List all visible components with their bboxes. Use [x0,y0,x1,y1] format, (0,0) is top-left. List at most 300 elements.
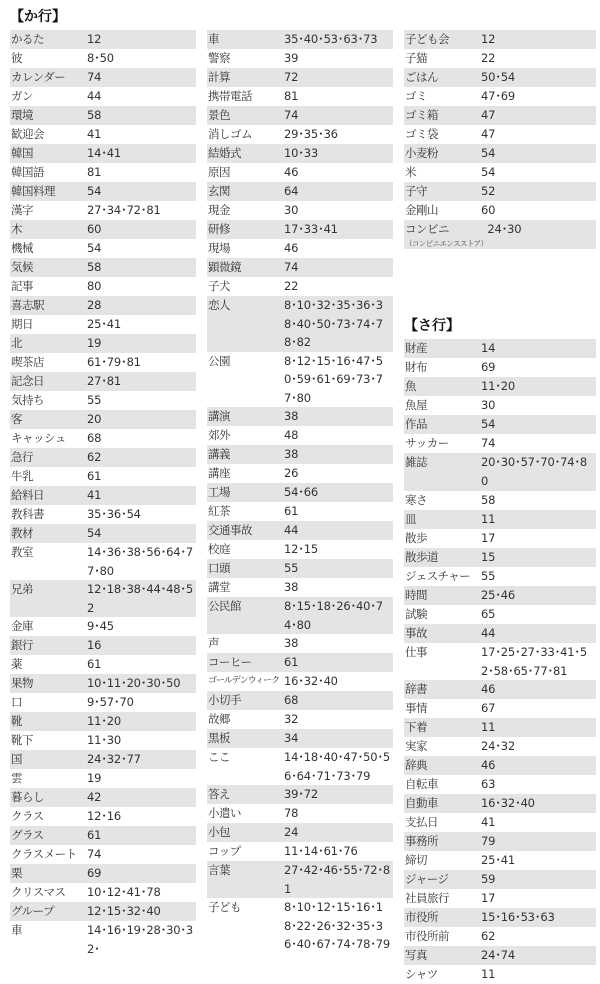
entry-page-numbers: 64 [284,184,299,198]
index-entry [207,464,393,483]
entry-word: 歓迎会 [11,127,44,141]
entry-page-numbers: 8･12･15･16･47･50･59･61･69･73･77･80 [284,353,383,405]
entry-page-numbers: 42 [87,790,102,804]
index-entry [10,902,196,921]
entry-page-numbers: 44 [87,89,102,103]
entry-word: 魚 [405,379,416,393]
index-entry [207,239,393,258]
index-entry [404,832,596,851]
index-entry [10,106,196,125]
index-entry [10,883,196,902]
entry-word: 警察 [208,51,230,65]
entry-page-numbers: 11･20 [481,379,516,393]
entry-page-numbers: 61 [87,828,102,842]
entry-page-numbers: 54 [87,526,102,540]
index-entry [207,445,393,464]
index-entry [404,927,596,946]
entry-page-numbers: 54 [481,165,496,179]
index-entry [10,30,196,49]
section-heading-sa: 【さ行】 [404,318,460,334]
index-column-3 [404,0,596,984]
index-entry [207,352,393,408]
entry-word: グループ [11,904,55,918]
entry-page-numbers: 28 [87,298,102,312]
index-entry [10,467,196,486]
entry-word: 研修 [208,222,230,236]
entry-page-numbers: 8･10･12･15･16･18･22･26･32･35･36･40･67･74･78･79 [284,900,391,951]
entry-page-numbers: 74 [284,108,299,122]
entry-page-numbers: 32 [284,712,299,726]
entry-page-numbers: 54 [87,184,102,198]
index-entry [10,807,196,826]
entry-page-numbers: 27･81 [87,374,122,388]
index-entry [207,597,393,634]
index-entry [404,680,596,699]
entry-word: 子守 [405,184,427,198]
entry-page-numbers: 81 [87,165,102,179]
entry-word: ガン [11,89,33,103]
entry-word: ゴミ袋 [405,127,438,141]
index-entry [10,125,196,144]
entry-word: 工場 [208,485,230,499]
entry-word: 市役所前 [405,929,449,943]
index-entry [207,426,393,445]
entry-page-numbers: 61 [284,655,299,669]
entry-page-numbers: 8･50 [87,51,114,65]
index-entry [207,125,393,144]
index-entry [404,396,596,415]
entry-word: 金剛山 [405,203,438,217]
index-entry [10,239,196,258]
entry-page-numbers: 8･10･32･35･36･38･40･50･73･74･78･82 [284,298,383,349]
entry-page-numbers: 11･30 [87,733,122,747]
entry-word: 小遣い [208,806,241,820]
index-entry [404,889,596,908]
index-entry [207,861,393,898]
entry-word: 試験 [405,607,427,621]
entry-page-numbers: 19 [87,771,102,785]
entry-page-numbers: 10･33 [284,146,319,160]
section-heading-ka: 【か行】 [10,9,66,25]
index-entry [404,548,596,567]
entry-page-numbers: 54 [87,241,102,255]
entry-word: 客 [11,412,22,426]
entry-page-numbers: 22 [284,279,299,293]
index-entry [404,699,596,718]
entry-word: 作品 [405,417,427,431]
entry-page-numbers: 48 [284,428,299,442]
entry-page-numbers: 20･30･57･70･74･80 [481,455,588,488]
entry-word: 恋人 [208,298,230,312]
index-entry [207,729,393,748]
entry-page-numbers: 55 [87,393,102,407]
entry-page-numbers: 14･36･38･56･64･77･80 [87,545,194,578]
entry-page-numbers: 24･30 [487,222,522,236]
entry-word: クリスマス [11,885,66,899]
index-entry [10,277,196,296]
entry-word: 靴下 [11,733,33,747]
entry-word: 散歩 [405,531,427,545]
entry-word: 教材 [11,526,33,540]
index-entry [10,429,196,448]
entry-word: 急行 [11,450,33,464]
index-entry [207,220,393,239]
entry-page-numbers: 8･15･18･26･40･74･80 [284,599,383,632]
entry-word: 国 [11,752,22,766]
index-entry [10,201,196,220]
entry-page-numbers: 10･12･41･78 [87,885,161,899]
entry-word: クラスメート [11,847,77,861]
entry-page-numbers: 62 [87,450,102,464]
entry-word: 機械 [11,241,33,255]
entry-word: 社員旅行 [405,891,449,905]
entry-page-numbers: 24 [284,825,299,839]
entry-word: 締切 [405,853,427,867]
entry-list [404,30,596,249]
entry-word: 現金 [208,203,230,217]
entry-word: 子犬 [208,279,230,293]
entry-word: 皿 [405,512,416,526]
entry-word: 記念日 [11,374,44,388]
entry-word: ごはん [405,70,438,84]
entry-page-numbers: 74 [284,260,299,274]
entry-word: 辞書 [405,682,427,696]
entry-page-numbers: 12･15 [284,542,319,556]
index-entry [207,163,393,182]
index-entry [404,624,596,643]
entry-page-numbers: 54･66 [284,485,319,499]
entry-word: ジェスチャー [405,569,471,583]
entry-page-numbers: 11 [481,720,496,734]
entry-page-numbers: 12･16 [87,809,122,823]
entry-list [404,339,596,984]
entry-page-numbers: 44 [284,523,299,537]
entry-word: 記事 [11,279,33,293]
entry-page-numbers: 11 [481,512,496,526]
index-entry [10,391,196,410]
entry-page-numbers: 41 [87,127,102,141]
index-entry [10,769,196,788]
entry-page-numbers: 19 [87,336,102,350]
entry-page-numbers: 9･45 [87,619,114,633]
entry-word: クラス [11,809,44,823]
entry-page-numbers: 68 [87,431,102,445]
index-entry [207,672,393,691]
entry-word: 仕事 [405,645,427,659]
entry-page-numbers: 61･79･81 [87,355,141,369]
entry-page-numbers: 39 [284,51,299,65]
entry-page-numbers: 27･34･72･81 [87,203,161,217]
index-entry [207,691,393,710]
entry-word: 計算 [208,70,230,84]
index-entry [404,358,596,377]
entry-page-numbers: 67 [481,701,496,715]
entry-page-numbers: 16 [87,638,102,652]
entry-page-numbers: 41 [481,815,496,829]
entry-page-numbers: 55 [481,569,496,583]
index-entry [10,258,196,277]
index-entry [10,826,196,845]
entry-word-group [405,220,487,249]
entry-page-numbers: 9･57･70 [87,695,134,709]
entry-word: 郊外 [208,428,230,442]
entry-page-numbers: 11 [481,967,496,981]
index-entry [207,559,393,578]
index-column-2 [207,0,393,954]
entry-word: 教室 [11,545,33,559]
entry-page-numbers: 34 [284,731,299,745]
entry-page-numbers: 14･16･19･28･30･32･ [87,923,194,956]
entry-word: 自動車 [405,796,438,810]
entry-page-numbers: 46 [481,682,496,696]
entry-page-numbers: 80 [87,279,102,293]
entry-word: 気持ち [11,393,44,407]
entry-page-numbers: 11･20 [87,714,122,728]
index-entry [404,377,596,396]
entry-word: 玄関 [208,184,230,198]
entry-word: 魚屋 [405,398,427,412]
entry-page-numbers: 25･41 [481,853,516,867]
index-entry [404,144,596,163]
index-entry [10,486,196,505]
entry-page-numbers: 14･41 [87,146,122,160]
entry-page-numbers: 25･41 [87,317,122,331]
entry-page-numbers: 41 [87,488,102,502]
index-entry [207,785,393,804]
entry-page-numbers: 12･18･38･44･48･52 [87,582,194,615]
entry-word: かるた [11,32,44,46]
index-entry [10,580,196,617]
index-entry [404,529,596,548]
entry-word: 果物 [11,676,33,690]
index-entry [207,653,393,672]
entry-word: グラス [11,828,44,842]
entry-page-numbers: 79 [481,834,496,848]
index-entry [10,220,196,239]
entry-page-numbers: 38 [284,636,299,650]
index-entry [207,87,393,106]
entry-word: 支払日 [405,815,438,829]
entry-page-numbers: 22 [481,51,496,65]
entry-page-numbers: 61 [284,504,299,518]
entry-word: 携帯電話 [208,89,252,103]
entry-word: コーヒー [208,655,252,669]
entry-word: 黒板 [208,731,230,745]
entry-word: 木 [11,222,22,236]
entry-word: 景色 [208,108,230,122]
entry-word: カレンダー [11,70,66,84]
entry-word: 喫茶店 [11,355,44,369]
entry-word: 子ども会 [405,32,449,46]
index-column-1 [10,0,196,959]
entry-word: コップ [208,844,241,858]
entry-word: 公民館 [208,599,241,613]
index-entry [404,415,596,434]
entry-page-numbers: 59 [481,872,496,886]
entry-word: 写真 [405,948,427,962]
entry-word: 事務所 [405,834,438,848]
entry-word: 韓国語 [11,165,44,179]
index-entry [207,277,393,296]
index-entry [207,182,393,201]
entry-word: 口頭 [208,561,230,575]
entry-page-numbers: 39･72 [284,787,319,801]
index-entry [207,898,393,954]
index-entry [10,693,196,712]
index-entry [404,125,596,144]
index-entry [404,813,596,832]
entry-word: 子猫 [405,51,427,65]
entry-page-numbers: 29･35･36 [284,127,338,141]
entry-word: 米 [405,165,416,179]
entry-word: 給料日 [11,488,44,502]
entry-word: ゴミ [405,89,427,103]
entry-page-numbers: 16･32･40 [481,796,535,810]
entry-word: 小切手 [208,693,241,707]
entry-page-numbers: 38 [284,409,299,423]
entry-page-numbers: 47 [481,108,496,122]
entry-page-numbers: 52 [481,184,496,198]
entry-word: ゴールデンウィーク [208,676,280,686]
index-entry [10,353,196,372]
entry-page-numbers: 38 [284,447,299,461]
entry-word: 雲 [11,771,22,785]
index-entry [404,851,596,870]
entry-page-numbers: 24･32 [481,739,516,753]
entry-page-numbers: 25･46 [481,588,516,602]
index-entry [404,453,596,491]
column-continuation-top [404,0,596,30]
entry-page-numbers: 61 [87,657,102,671]
entry-word: 金庫 [11,619,33,633]
entry-page-numbers: 68 [284,693,299,707]
index-entry [404,30,596,49]
index-entry [207,106,393,125]
entry-word: 消しゴム [208,127,252,141]
entry-word: 結婚式 [208,146,241,160]
entry-page-numbers: 14 [481,341,496,355]
entry-page-numbers: 74 [87,70,102,84]
index-entry [207,502,393,521]
entry-word: 小包 [208,825,230,839]
index-entry [10,845,196,864]
index-entry [10,617,196,636]
index-entry [207,407,393,426]
entry-word: 講義 [208,447,230,461]
entry-page-numbers: 15･16･53･63 [481,910,555,924]
index-entry [10,636,196,655]
entry-word: 牛乳 [11,469,33,483]
index-entry [207,634,393,653]
index-entry [207,823,393,842]
index-entry [207,68,393,87]
entry-page-numbers: 20 [87,412,102,426]
index-entry [404,220,596,249]
index-entry [404,605,596,624]
index-entry [207,144,393,163]
entry-page-numbers: 24･32･77 [87,752,141,766]
index-entry [10,49,196,68]
entry-word: 財産 [405,341,427,355]
index-entry [404,643,596,680]
entry-page-numbers: 47･69 [481,89,516,103]
entry-word: 暮らし [11,790,44,804]
column-continuation-top [207,0,393,30]
index-entry [10,334,196,353]
index-entry [10,864,196,883]
index-entry [404,775,596,794]
entry-word: 自転車 [405,777,438,791]
index-entry [10,372,196,391]
entry-word: 小麦粉 [405,146,438,160]
entry-word: 紅茶 [208,504,230,518]
entry-word: 講堂 [208,580,230,594]
entry-word: シャツ [405,967,438,981]
section-gap [404,249,596,309]
entry-page-numbers: 78 [284,806,299,820]
entry-page-numbers: 38 [284,580,299,594]
index-entry [10,788,196,807]
entry-word: 事情 [405,701,427,715]
index-entry [10,410,196,429]
entry-list [207,30,393,954]
entry-page-numbers: 72 [284,70,299,84]
entry-word: ジャージ [405,872,449,886]
index-entry [207,296,393,352]
index-entry [10,144,196,163]
index-entry [10,655,196,674]
entry-page-numbers: 15 [481,550,496,564]
entry-page-numbers: 60 [87,222,102,236]
entry-page-numbers: 10･11･20･30･50 [87,676,181,690]
index-entry [10,163,196,182]
entry-page-numbers: 54 [481,146,496,160]
index-entry [10,448,196,467]
entry-page-numbers: 81 [284,89,299,103]
entry-word: 事故 [405,626,427,640]
entry-word: 教科書 [11,507,44,521]
entry-page-numbers: 27･42･46･55･72･81 [284,863,391,896]
entry-page-numbers: 16･32･40 [284,674,338,688]
entry-page-numbers: 60 [481,203,496,217]
index-entry [404,737,596,756]
entry-word: 漢字 [11,203,33,217]
index-entry [404,586,596,605]
entry-word: 栗 [11,866,22,880]
index-entry [10,524,196,543]
index-entry [207,842,393,861]
index-entry [404,718,596,737]
entry-word: コンビニ [405,222,449,236]
entry-page-numbers: 46 [284,241,299,255]
entry-word: キャッシュ [11,431,66,445]
entry-page-numbers: 35･36･54 [87,507,141,521]
entry-page-numbers: 58 [87,108,102,122]
index-entry [10,712,196,731]
index-entry [404,567,596,586]
entry-word: 言葉 [208,863,230,877]
index-entry [207,201,393,220]
entry-page-numbers: 26 [284,466,299,480]
index-entry [404,965,596,984]
entry-word: 声 [208,636,219,650]
entry-word: 北 [11,336,22,350]
entry-page-numbers: 55 [284,561,299,575]
entry-word: 彼 [11,51,22,65]
index-entry [207,30,393,49]
entry-page-numbers: 65 [481,607,496,621]
entry-page-numbers: 17 [481,531,496,545]
